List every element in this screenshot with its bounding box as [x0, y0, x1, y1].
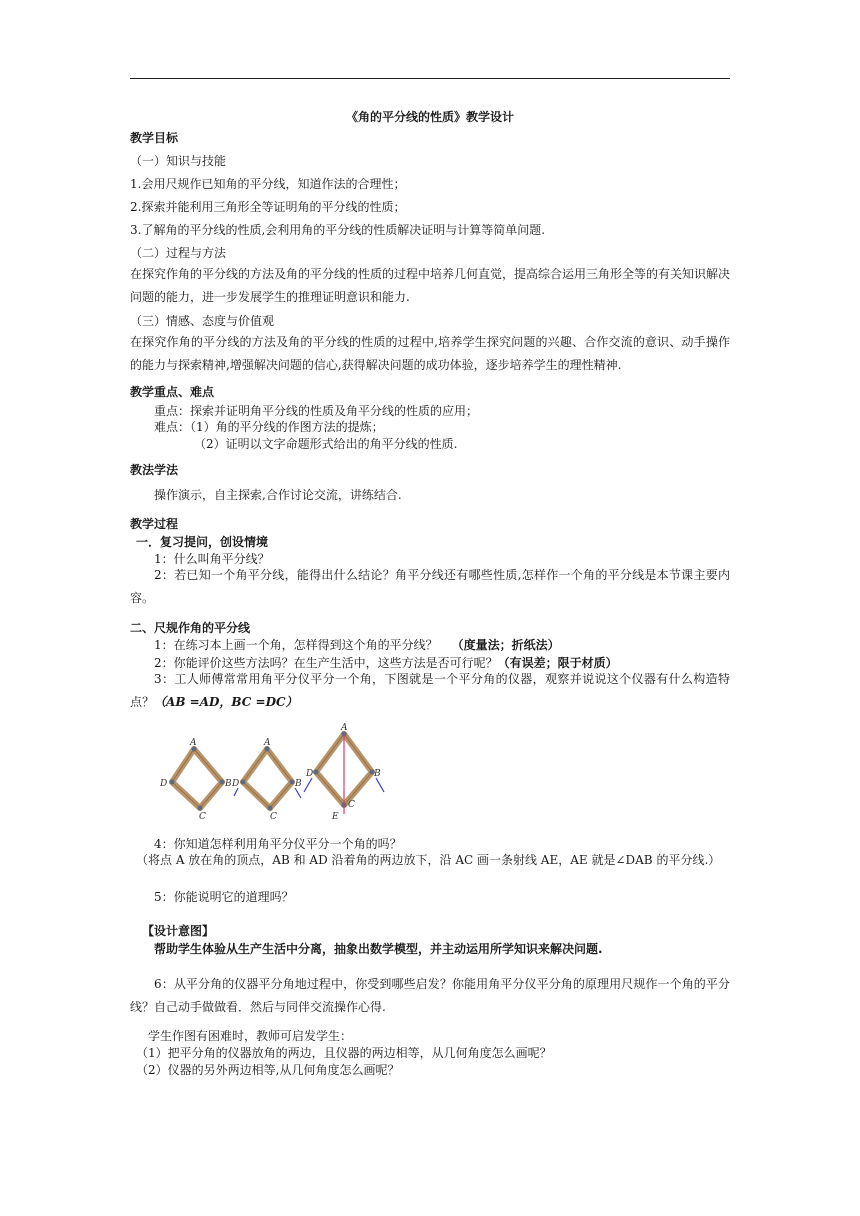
sec2-question-5: 5：你能说明它的道理吗？	[154, 890, 294, 904]
sec2-question-4: 4：你知道怎样利用角平分仪平分一个角的吗？	[154, 837, 402, 851]
hint-intro: 学生作图有困难时，教师可启发学生：	[148, 1029, 353, 1043]
fig1-label-b: B	[225, 779, 232, 789]
difficulty-1: 难点：（1）角的平分线的作图方法的提炼；	[154, 420, 384, 434]
fig2-label-d: D	[232, 779, 240, 789]
fig2-label-a: A	[264, 738, 271, 748]
goal3-text: 在探究作角的平分线的方法及角的平分线的性质的过程中,培养学生探究问题的兴趣、合作交流的意识、动手操作的能力与探索精神,增强解决问题的信心,获得解决问题的成功体验，逐步培养学生的理性精神.	[130, 335, 730, 372]
design-heading: 【设计意图】	[142, 924, 215, 938]
fig1-label-c: C	[199, 812, 206, 822]
page-title: 《角的平分线的性质》教学设计	[345, 110, 514, 124]
goals-heading: 教学目标	[130, 131, 179, 145]
sec2-answer-2: （有误差；限于材质）	[497, 656, 618, 670]
fig1-label-a: A	[190, 738, 197, 748]
fig2-label-b: B	[295, 779, 302, 789]
fig3-label-a: A	[341, 723, 348, 733]
design-text: 帮助学生体验从生产生活中分离，抽象出数学模型，并主动运用所学知识来解决问题.	[154, 942, 603, 956]
header-rule	[130, 78, 730, 79]
fig3-label-e: E	[332, 812, 339, 822]
sec1-question-2: 2：若已知一个角平分线，能得出什么结论？角平分线还有哪些性质,怎样作一个角的平分线是本节课主要内容。	[130, 568, 730, 605]
fig2-label-c: C	[270, 812, 277, 822]
goal1-item-3: 3.了解角的平分线的性质,会利用角的平分线的性质解决证明与计算等简单问题.	[130, 223, 546, 237]
goal1-item-2: 2.探索并能利用三角形全等证明角的平分线的性质；	[130, 200, 406, 214]
sec2-question-2: 2：你能评价这些方法吗？在生产生活中，这些方法是否可行呢？（有误差；限于材质）	[154, 656, 618, 670]
fig3-label-b: B	[374, 769, 381, 779]
fig3-label-d: D	[306, 769, 314, 779]
goal1-heading: （一）知识与技能	[130, 154, 227, 168]
angle-bisector-instrument-figure	[150, 718, 390, 822]
goal2-text: 在探究作角的平分线的方法及角的平分线的性质的过程中培养几何直觉，提高综合运用三角形全等的有关知识解决问题的能力，进一步发展学生的推理证明意识和能力.	[130, 267, 731, 304]
sec2-answer-4: （将点 A 放在角的顶点，AB 和 AD 沿着角的两边放下，沿 AC 画一条射线 AE，AE 就是∠DAB 的平分线.）	[136, 853, 721, 867]
sec2-answer-1: （度量法；折纸法）	[451, 638, 560, 652]
method-heading: 教法学法	[130, 463, 179, 477]
method-text: 操作演示，自主探索,合作讨论交流，讲练结合.	[154, 488, 402, 502]
sec2-question-3: 3：工人师傅常常用角平分仪平分一个角，下图就是一个平分角的仪器，观察并说说这个仪器有什么构造特点？（AB =AD，BC =DC）	[130, 672, 730, 709]
hint-1: （1）把平分角的仪器放角的两边，且仪器的两边相等，从几何角度怎么画呢？	[136, 1046, 552, 1060]
sec2-heading: 二、尺规作角的平分线	[130, 621, 251, 635]
sec2-question-1: 1：在练习本上画一个角，怎样得到这个角的平分线？ （度量法；折纸法）	[154, 638, 560, 652]
sec2-answer-3: （AB =AD，BC =DC）	[154, 695, 298, 709]
goal3-heading: （三）情感、态度与价值观	[130, 314, 275, 328]
goal2-heading: （二）过程与方法	[130, 246, 227, 260]
goal1-item-1: 1.会用尺规作已知角的平分线，知道作法的合理性；	[130, 177, 406, 191]
process-heading: 教学过程	[130, 517, 179, 531]
sec1-heading: 一．复习提问，创设情境	[136, 535, 269, 549]
hint-2: （2）仪器的另外两边相等,从几何角度怎么画呢？	[136, 1063, 400, 1077]
key-point: 重点：探索并证明角平分线的性质及角平分线的性质的应用；	[154, 404, 479, 418]
key-heading: 教学重点、难点	[130, 385, 215, 399]
sec1-question-1: 1：什么叫角平分线？	[154, 552, 270, 566]
fig1-label-d: D	[160, 779, 168, 789]
sec2-question-6: 6：从平分角的仪器平分角地过程中，你受到哪些启发？你能用角平分仪平分角的原理用尺规作一个角的平分线？自己动手做做看．然后与同伴交流操作心得.	[130, 977, 730, 1014]
difficulty-2: （2）证明以文字命题形式给出的角平分线的性质.	[194, 437, 458, 451]
fig3-label-c: C	[348, 800, 355, 810]
